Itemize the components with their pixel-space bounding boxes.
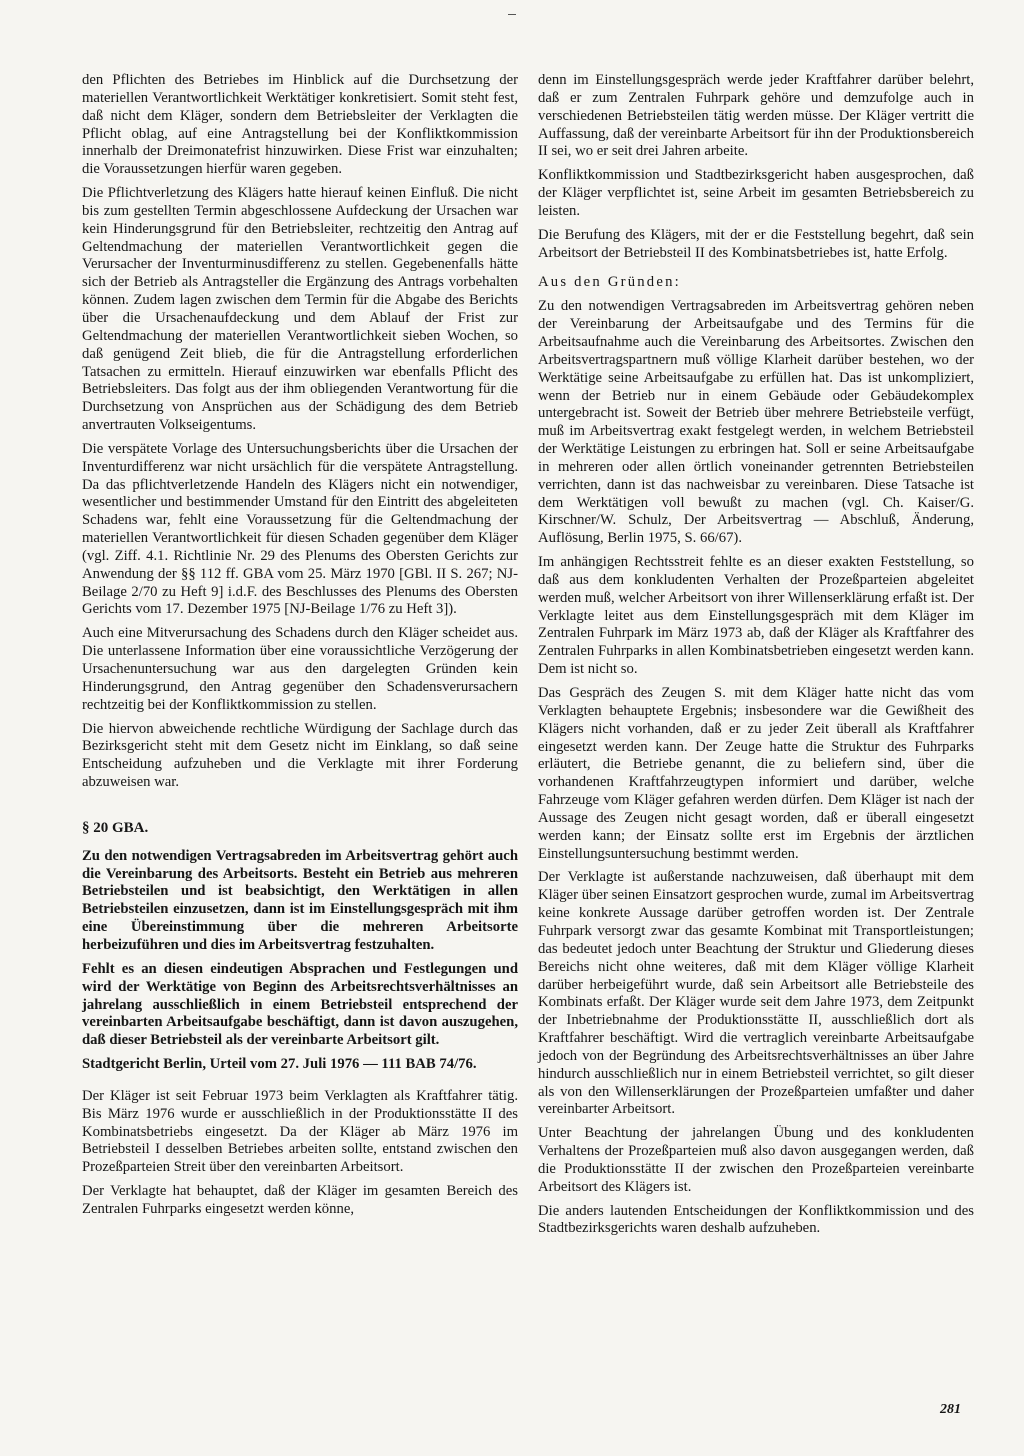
right-column <box>538 72 974 1244</box>
paragraph: Die Pflichtverletzung des Klägers hatte hierauf keinen Einfluß. Die nicht bis zum gestellten Termin abgeschlossene Aufdeckung der Ursachen war kein Hinderungsgrund für den Betriebsleiter, rechtzeitig den Antrag auf Geltendmachung der materiellen Verantwortlichkeit gegen die Verursacher der Inventurminusdifferenz zu stellen. Gegebenenfalls hätte sich der Betrieb als Antragsteller die Ergänzung des Antrags vorbehalten können. Zudem lagen zwischen dem Termin für die Abgabe des Berichts über die Ursachenaufdeckung und dem Ablauf der Frist zur Geltendmachung der materiellen Verantwortlichkeit sieben Wochen, so daß genügend Zeit blieb, die für die Antragstellung erforderlichen Tatsachen zu ermitteln. Hierauf einzuwirken war ebenfalls Pflicht des Betriebsleiters. Das folgt aus der ihm obliegenden Verantwortung für die Durchsetzung von Ansprüchen aus der Schädigung des dem Betrieb anvertrauten Volkseigentums. <box>82 185 518 434</box>
paragraph: Unter Beachtung der jahrelangen Übung und des konkludenten Verhaltens der Prozeßparteien muß also davon ausgegangen werden, daß die Produktionsstätte II der zwischen den Prozeßparteien vereinbarte Arbeitsort des Klägers ist. <box>538 1125 974 1195</box>
lead-paragraph: Zu den notwendigen Vertragsabreden im Arbeitsvertrag gehört auch die Vereinbarung des Arbeitsorts. Besteht ein Betrieb aus mehreren Betriebsteilen und ist beabsichtigt, den Werktätigen in allen Betriebsteilen einzusetzen, dann ist im Einstellungsgespräch mit ihm eine Übereinstimmung über die mehreren Arbeitsorte herbeizuführen und dies im Arbeitsvertrag festzuhalten. <box>82 847 518 953</box>
paragraph: Die anders lautenden Entscheidungen der Konfliktkommission und des Stadtbezirksgerichts waren deshalb aufzuheben. <box>538 1202 974 1237</box>
paragraph: Im anhängigen Rechtsstreit fehlte es an dieser exakten Feststellung, so daß aus dem konkludenten Verhalten der Prozeßparteien abgeleitet werden muß, welcher Arbeitsort von ihrer Willenserklärung erfaßt ist. Der Verklagte leitet aus dem Einstellungsgespräch mit dem Kläger im Zentralen Fuhrpark im März 1973 ab, daß der Kläger als Kraftfahrer des Zentralen Fuhrparks in allen Kombinatsbetrieben eingesetzt werden kann. Dem ist nicht so. <box>538 554 974 678</box>
paragraph: Auch eine Mitverursachung des Schadens durch den Kläger scheidet aus. Die unterlassene Information über eine voraussichtliche Verzögerung der Ursachenuntersuchung war aus den dargelegten Gründen kein Hinderungsgrund, den Antrag gegenüber den Schadensverursachern rechtzeitig bei der Konfliktkommission zu stellen. <box>82 625 518 713</box>
paragraph: denn im Einstellungsgespräch werde jeder Kraftfahrer darüber belehrt, daß er zum Zentralen Fuhrpark gehöre und demzufolge auch in verschiedenen Betriebsteilen tätig werden müsse. Der Kläger vertritt die Auffassung, daß der vereinbarte Arbeitsort für ihn der Produktionsbereich II sei, wo er seit drei Jahren arbeite. <box>538 72 974 160</box>
paragraph: den Pflichten des Betriebes im Hinblick auf die Durchsetzung der materiellen Verantwortlichkeit Werktätiger konkretisiert. Somit steht fest, daß nicht dem Kläger, sondern dem Betriebsleiter der Verklagten die Pflicht oblag, auf eine Antragstellung bei der Konfliktkommission innerhalb der Dreimonatefrist hinzuwirken. Diese Frist war einzuhalten; die Voraussetzungen hierfür waren gegeben. <box>82 72 518 178</box>
page-top-mark <box>508 14 516 15</box>
paragraph: Der Verklagte hat behauptet, daß der Kläger im gesamten Bereich des Zentralen Fuhrparks eingesetzt werden könne, <box>82 1183 518 1217</box>
paragraph: Konfliktkommission und Stadtbezirksgericht haben ausgesprochen, daß der Kläger verpflichtet ist, seine Arbeit im gesamten Betriebsbereich zu leisten. <box>538 167 974 219</box>
paragraph: Der Verklagte ist außerstande nachzuweisen, daß überhaupt mit dem Kläger über seinen Einsatzort gesprochen wurde, zumal im Arbeitsvertrag keine konkrete Aussage darüber getroffen worden ist. Der Zentrale Fuhrpark versorgt zwar das gesamte Kombinat mit Transportleistungen; das bedeutet jedoch unter Beachtung der Struktur und Gliederung dieses Bereichs nicht ohne weiteres, daß mit dem Kläger völlige Klarheit darüber herbeigeführt wurde, daß sein Arbeitsort alle Betriebsteile des Kombinats erfaßt. Der Kläger wurde seit dem Jahre 1973, dem Zeitpunkt der Inbetriebnahme der Produktionsstätte II, ausschließlich dort als Kraftfahrer beschäftigt. Wird die vertraglich vereinbarte Arbeitsaufgabe jedoch von der Begründung des Arbeitsrechtsverhältnisses an über Jahre hindurch ausschließlich nur in einem Betriebsteil verrichtet, so gilt dieser als von den Willenserklärungen der Prozeßparteien umfaßter und daher vereinbarter Arbeitsort. <box>538 869 974 1118</box>
subheading: Aus den Gründen: <box>538 274 681 291</box>
section-heading: § 20 GBA. <box>82 819 149 836</box>
paragraph: Die Berufung des Klägers, mit der er die Feststellung begehrt, daß sein Arbeitsort der Betriebsteil II des Kombinatsbetriebes ist, hatte Erfolg. <box>538 226 974 261</box>
paragraph: Der Kläger ist seit Februar 1973 beim Verklagten als Kraftfahrer tätig. Bis März 1976 wurde er ausschließlich in der Produktionsstätte II des Kombinatsbetriebs eingesetzt. Da der Kläger ab März 1976 im Betriebsteil I desselben Betriebes arbeiten sollte, entstand zwischen den Prozeßparteien Streit über den vereinbarten Arbeitsort. <box>82 1087 518 1176</box>
lead-paragraph: Fehlt es an diesen eindeutigen Absprachen und Festlegungen und wird der Werktätige von Beginn des Arbeitsrechtsverhältnisses an jahrelang ausschließlich in einem Betriebsteil entsprechend der vereinbarten Arbeitsaufgabe beschäftigt, dann ist davon auszugehen, daß dieser Betriebsteil als der vereinbarte Arbeitsort gilt. <box>82 960 518 1049</box>
paragraph: Das Gespräch des Zeugen S. mit dem Kläger hatte nicht das vom Verklagten behauptete Ergebnis; insbesondere war die Gewißheit des Klägers nicht vorhanden, daß er zu jeder Zeit überall als Kraftfahrer eingesetzt werden kann. Der Zeuge hatte die Struktur des Fuhrparks erläutert, die Betriebe genannt, die zu beliefern sind, über die vorhandenen Kraftfahrzeugtypen informiert und darüber, welche Fahrzeuge vom Kläger gefahren werden dürfen. Dem Kläger ist nach der Aussage des Zeugen nicht gesagt worden, daß er überall eingesetzt werden kann; der Einsatz sollte erst im Ergebnis der ärztlichen Einstellungsuntersuchung bestimmt werden. <box>538 685 974 862</box>
page-number: 281 <box>940 1402 961 1417</box>
paragraph: Die verspätete Vorlage des Untersuchungsberichts über die Ursachen der Inventurdifferenz war nicht ursächlich für die verspätete Antragstellung. Da das pflichtverletzende Handeln des Klägers nicht ein notwendiger, wesentlicher und bestimmender Umstand für den Eintritt des abgeleiteten Schadens war, fehlt eine Voraussetzung für die Geltendmachung der materiellen Verantwortlichkeit für diesen Schaden gegenüber dem Kläger (vgl. Ziff. 4.1. Richtlinie Nr. 29 des Plenums des Obersten Gerichts zur Anwendung der §§ 112 ff. GBA vom 25. März 1970 [GBl. II S. 267; NJ-Beilage 2/70 zu Heft 9] i.d.F. des Beschlusses des Plenums des Obersten Gerichts vom 17. Dezember 1975 [NJ-Beilage 1/76 zu Heft 3]). <box>82 440 518 618</box>
paragraph: Zu den notwendigen Vertragsabreden im Arbeitsvertrag gehören neben der Vereinbarung der Arbeitsaufgabe und des Termins für die Arbeitsaufnahme auch die Vereinbarung des Arbeitsortes. Zwischen den Arbeitsvertragspartnern muß völlige Klarheit darüber bestehen, wo der Werktätige seine Arbeitsaufgabe zu erfüllen hat. Das ist unkompliziert, wenn der Betrieb nur in einem Gebäude oder Gebäudekomplex untergebracht ist. Soweit der Betrieb über mehrere Betriebsteile verfügt, muß im Arbeitsvertrag exakt festgelegt werden, in welchem Betriebsteil der Werktätige Leistungen zu erbringen hat. Soll er seine Arbeitsaufgabe in mehreren oder allen örtlich voneinander getrennten Betriebsteilen verrichten, dann ist das nachweisbar zu vereinbaren. Diese Tatsache ist dem Werktätigen voll bewußt zu machen (vgl. Ch. Kaiser/G. Kirschner/W. Schulz, Der Arbeitsvertrag — Abschluß, Änderung, Auflösung, Berlin 1975, S. 66/67). <box>538 298 974 547</box>
left-column <box>82 72 518 1225</box>
paragraph: Die hiervon abweichende rechtliche Würdigung der Sachlage durch das Bezirksgericht steht mit dem Gesetz nicht im Einklang, so daß seine Entscheidung aufzuheben und die Verklagte mit ihrer Forderung abzuweisen war. <box>82 720 518 791</box>
case-reference: Stadtgericht Berlin, Urteil vom 27. Juli 1976 — 111 BAB 74/76. <box>82 1056 477 1073</box>
